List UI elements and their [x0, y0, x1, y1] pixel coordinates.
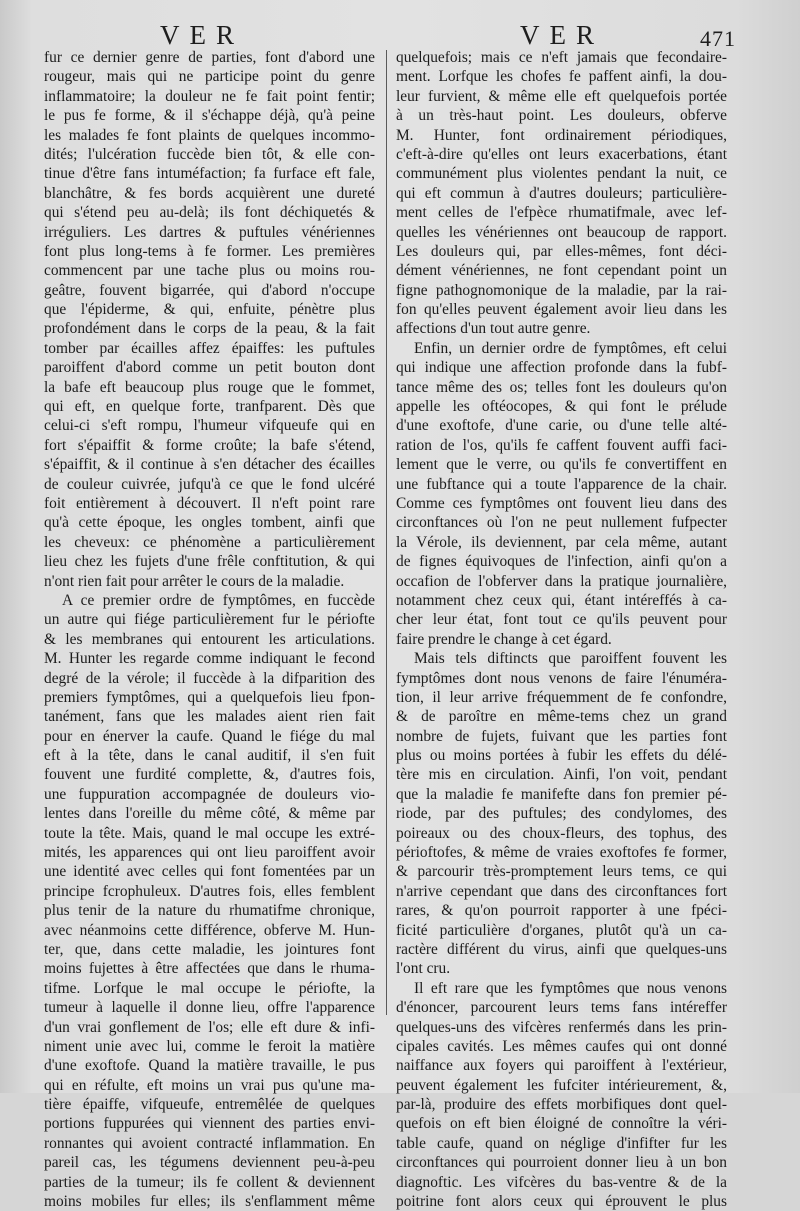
- text-line: pareil cas, les tégumens deviennent peu-à-peu: [44, 1154, 375, 1172]
- text-line: que la maladie fe manifefte dans fon premier pé-: [396, 785, 727, 803]
- text-line: ractère différent du virus, ainfi que quelques-uns: [396, 940, 727, 958]
- text-line: dités; l'ulcération fuccède bien tôt, & elle con-: [44, 145, 375, 163]
- text-line: lieu chez les fujets d'une frêle conftitution, & qui: [44, 553, 375, 571]
- text-line: & les membranes qui entourent les articulations.: [44, 630, 375, 648]
- text-line: une identité avec celles qui font fomentées par un: [44, 863, 375, 881]
- text-line: diagnoftic. Les vifcères du bas-ventre & de la: [396, 1173, 727, 1191]
- column-divider: [386, 50, 387, 1015]
- text-line: d'un vrai gonflement de l'os; elle eft dure & infi-: [44, 1018, 375, 1036]
- text-line: principe fcrophuleux. D'autres fois, elles femblent: [44, 882, 375, 900]
- running-head-left: VER: [160, 20, 244, 50]
- text-line: geâtre, fouvent bigarrée, qui d'abord n'occupe: [44, 281, 375, 299]
- page-number: 471: [700, 26, 736, 51]
- text-line: n'arrive cependant que dans des circonftances fort: [396, 882, 727, 900]
- text-line: ter, que, dans cette maladie, les jointures font: [44, 940, 375, 958]
- text-line: figne pathognomonique de la maladie, par la rai-: [396, 281, 727, 299]
- text-line: & de paroître en même-tems chez un grand: [396, 708, 727, 726]
- text-line: plus ou moins portées à fubir les effets du délé-: [396, 747, 727, 765]
- text-line: foit entièrement à découvert. Il n'eft point rare: [44, 494, 375, 512]
- text-line: cipales cavités. Les mêmes caufes qui ont donné: [396, 1037, 727, 1055]
- text-line: Il eft rare que les fymptômes que nous venons: [414, 979, 727, 997]
- text-line: tifme. Lorfque le mal occupe le périofte, la: [44, 979, 375, 997]
- text-line: tière épaiffe, vifqueufe, entremêlée de quelques: [44, 1096, 375, 1114]
- text-line: la bafe eft beaucoup plus rouge que le fommet,: [44, 378, 375, 396]
- text-line: Comme ces fymptômes ont fouvent lieu dans des: [396, 494, 727, 512]
- text-line: quelques-uns des vifcères renfermés dans les prin-: [396, 1018, 727, 1036]
- text-line: irréguliers. Les dartres & puftules vénériennes: [44, 223, 375, 241]
- text-line: fouvent une furdité complette, &, d'autres fois,: [44, 766, 375, 784]
- text-line: tère mis en circulation. Ainfi, l'on voit, pendant: [396, 766, 727, 784]
- text-line: & parcourir très-promptement leurs tems, ce qui: [396, 863, 727, 881]
- text-line: qui s'étend peu au-delà; ils font déchiquetés &: [44, 204, 375, 222]
- text-line: celui-ci s'eft rompu, l'humeur vifqueufe qui en: [44, 417, 375, 435]
- text-line: parties de la tumeur; ils fe collent & deviennent: [44, 1173, 375, 1191]
- text-line: un autre qui fiége particulièrement fur le périofte: [44, 611, 375, 629]
- text-line: commencent par une tache plus ou moins rou-: [44, 262, 375, 280]
- text-line: les cheveux: ce phénomène a particulièrement: [44, 533, 375, 551]
- text-line: blanchâtre, & fes bords acquièrent une dureté: [44, 184, 375, 202]
- text-line: l'ont cru.: [396, 960, 451, 978]
- text-line: d'une exoftofe. Quand la matière travaille, le pus: [44, 1057, 375, 1075]
- text-line: Enfin, un dernier ordre de fymptômes, eft celui: [414, 339, 727, 357]
- text-line: riode, par des puftules; des condylomes, des: [396, 805, 727, 823]
- text-line: M. Hunter les regarde comme indiquant le fecond: [44, 650, 375, 668]
- text-line: M. Hunter, font ordinairement périodiques,: [396, 126, 727, 144]
- text-line: tumeur à laquelle il donne lieu, offre l'apparence: [44, 999, 375, 1017]
- text-line: tanément, fans que les malades aient rien fait: [44, 708, 375, 726]
- text-line: lentes dans l'oreille du même côté, & même par: [44, 805, 375, 823]
- text-line: d'une exoftofe, d'une carie, ou d'une telle alté-: [396, 417, 727, 435]
- text-line: quelquefois; mais ce n'eft jamais que fecondaire-: [396, 49, 727, 66]
- text-line: toute la tête. Mais, quand le mal occupe les extré-: [44, 824, 375, 842]
- text-line: Les douleurs qui, par elles-mêmes, font déci-: [396, 242, 727, 260]
- text-line: par-là, produire des effets morbifiques dont quel-: [396, 1096, 727, 1114]
- text-line: mités, les apparences qui ont lieu paroiffent avoir: [44, 844, 375, 862]
- text-line: une fubftance qui a toute l'apparence de la chair.: [396, 475, 727, 493]
- text-line: qui eft commun à d'autres douleurs; particulière-: [396, 184, 727, 202]
- text-line: n'ont rien fait pour arrêter le cours de la maladie.: [44, 572, 345, 590]
- text-line: degré de la vérole; il fuccède à la difparition des: [44, 669, 375, 687]
- text-line: rougeur, mais qui ne participe point du genre: [44, 68, 375, 86]
- text-line: peuvent également les fufciter intérieurement, &,: [396, 1076, 727, 1094]
- text-line: pour en énerver la caufe. Quand le fiége du mal: [44, 727, 375, 745]
- text-line: une fuppuration accompagnée de douleurs vio-: [44, 785, 375, 803]
- text-line: communément plus violentes pendant la nuit, ce: [396, 165, 727, 183]
- text-line: de fignes équivoques de l'infection, ainfi qu'on a: [396, 553, 727, 571]
- text-line: cher leur état, font tout ce qu'ils peuvent pour: [396, 611, 727, 629]
- text-line: plus tenir de la nature du rhumatifme chronique,: [44, 902, 375, 920]
- text-line: portions fuppurées qui viennent des parties envi-: [44, 1115, 375, 1133]
- text-line: nombre de fujets, fuivant que les parties font: [396, 727, 727, 745]
- text-line: affections d'un tout autre genre.: [396, 320, 591, 338]
- text-line: avec néanmoins cette différence, obferve M. Hun-: [44, 921, 375, 939]
- text-line: font plus long-tems à fe former. Les premières: [44, 242, 375, 260]
- text-line: quelles les vénériennes ont beaucoup de rapport.: [396, 223, 727, 241]
- text-column-left: [44, 48, 375, 1211]
- text-line: qui eft, en quelque forte, tranfparent. Dès que: [44, 398, 375, 416]
- text-line: circonftances où l'on ne peut nullement fufpecter: [396, 514, 727, 532]
- text-line: table caufe, quand on néglige d'infifter fur les: [396, 1134, 727, 1152]
- text-line: paroiffent d'abord comme un petit bouton dont: [44, 359, 375, 377]
- text-line: moins fujettes à être affectées que dans le rhuma-: [44, 960, 375, 978]
- text-line: tion, il leur arrive fréquemment de fe confondre,: [396, 688, 727, 706]
- text-line: appelle les oftéocopes, & qui font le prélude: [396, 398, 727, 416]
- text-line: qui en réfulte, eft moins un vrai pus qu'une ma-: [44, 1076, 375, 1094]
- text-line: fur ce dernier genre de parties, font d'abord une: [44, 49, 375, 66]
- text-line: fort s'épaiffit & forme croûte; la bafe s'étend,: [44, 436, 375, 454]
- text-line: moins mobiles fur elles; ils s'enflamment même: [44, 1193, 375, 1211]
- text-line: rares, & qu'on pourroit rapporter à une fpéci-: [396, 902, 727, 920]
- text-line: lement que le verre, ou qu'ils fe convertiffent en: [396, 456, 727, 474]
- text-line: ment. Lorfque les chofes fe paffent ainfi, la dou-: [396, 68, 727, 86]
- text-line: profondément dans le corps de la peau, & la fait: [44, 320, 375, 338]
- text-line: Mais tels diftincts que paroiffent fouvent les: [414, 650, 727, 668]
- text-line: c'eft-à-dire qu'elles ont leurs exacerbations, étant: [396, 145, 727, 163]
- text-line: à un très-haut point. Les douleurs, obferve: [396, 107, 727, 125]
- text-line: s'épaiffit, & il continue à s'en détacher des écailles: [44, 456, 375, 474]
- text-line: qu'à cette époque, les ongles tombent, ainfi que: [44, 514, 375, 532]
- text-line: d'énoncer, parcourent leurs tems fans intéreffer: [396, 999, 727, 1017]
- text-line: tinue d'être fans intuméfaction; fa furface eft fale,: [44, 165, 375, 183]
- text-line: ficité particulière d'organes, plutôt qu'à un ca-: [396, 921, 727, 939]
- text-line: périoftofes, & même de vraies exoftofes fe former,: [396, 844, 727, 862]
- text-line: ration de l'os, qu'ils fe caffent fouvent auffi faci-: [396, 436, 727, 454]
- text-line: fymptômes dont nous venons de faire l'énuméra-: [396, 669, 727, 687]
- text-line: poitrine font alors ceux qui éprouvent le plus: [396, 1193, 727, 1211]
- text-line: de couleur cuivrée, jufqu'à ce que le fond ulcéré: [44, 475, 375, 493]
- text-line: que l'épiderme, & qui, enfuite, pénètre plus: [44, 301, 375, 319]
- text-line: occafion de l'obferver dans la pratique journalière,: [396, 572, 727, 590]
- running-head-right: VER: [520, 20, 604, 50]
- text-line: tomber par écailles affez épaiffes: les puftules: [44, 339, 375, 357]
- text-line: niment unie avec lui, comme le feroit la matière: [44, 1037, 375, 1055]
- text-line: circonftances qui pourroient donner lieu à un bon: [396, 1154, 727, 1172]
- text-column-right: [396, 48, 727, 1211]
- text-line: la Vérole, ils deviennent, par cela même, autant: [396, 533, 727, 551]
- text-line: notamment chez ceux qui, étant intéreffés à ca-: [396, 591, 727, 609]
- text-line: eft à la tête, dans le canal auditif, il s'en fuit: [44, 747, 375, 765]
- text-line: ment celles de l'efpèce rhumatifmale, avec lef-: [396, 204, 727, 222]
- text-line: A ce premier ordre de fymptômes, en fuccède: [62, 591, 375, 609]
- text-line: quefois on eft bien éloigné de connoître la véri-: [396, 1115, 727, 1133]
- text-line: le pus fe forme, & il s'échappe déjà, qu'à peine: [44, 107, 375, 125]
- text-line: leur furvient, & même elle eft quelquefois portée: [396, 87, 727, 105]
- text-line: dément vénériennes, ne font cependant point un: [396, 262, 727, 280]
- text-line: tance même des os; telles font les douleurs qu'on: [396, 378, 727, 396]
- text-line: les malades fe font plaints de quelques incommo-: [44, 126, 375, 144]
- text-line: fon qu'elles peuvent également avoir lieu dans les: [396, 301, 727, 319]
- text-line: naiffance aux foyers qui paroiffent à l'extérieur,: [396, 1057, 727, 1075]
- text-line: qui indique une affection profonde dans la fubf-: [396, 359, 727, 377]
- text-line: ronnantes qui avoient contracté inflammation. En: [44, 1134, 375, 1152]
- text-line: premiers fymptômes, qui a quelquefois lieu fpon-: [44, 688, 375, 706]
- text-line: faire prendre le change à cet égard.: [396, 630, 612, 648]
- text-line: poireaux ou des choux-fleurs, des tophus, des: [396, 824, 727, 842]
- text-line: inflammatoire; la douleur ne fe fait point fentir;: [44, 87, 375, 105]
